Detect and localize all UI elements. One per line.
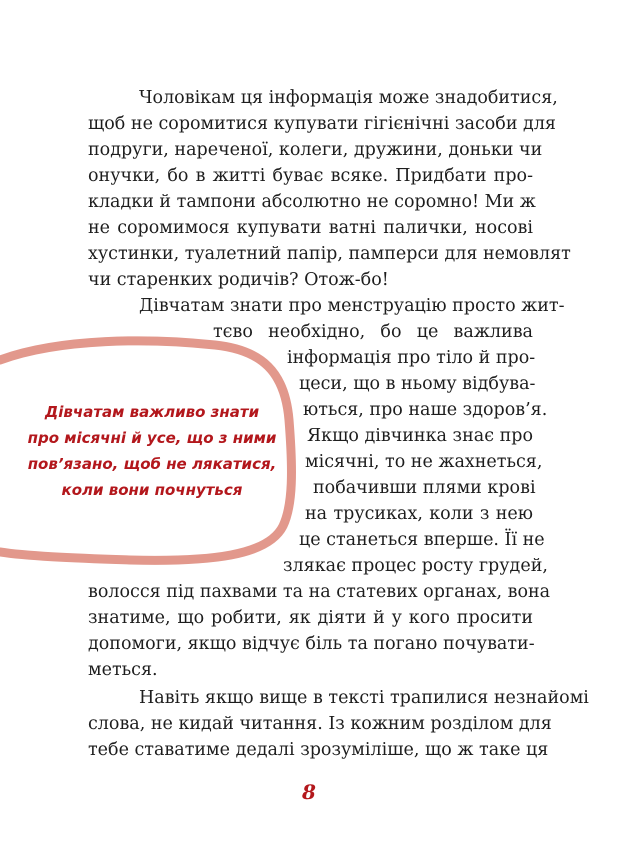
text-line: тебе ставатиме дедалі зрозуміліше, що ж таке ця	[88, 740, 549, 760]
text-line: кладки й тампони абсолютно не соромно! Ми ж	[88, 192, 536, 212]
callout-line: пов’язано, щоб не лякатися,	[27, 455, 277, 473]
text-line: знатиме, що робити, як діяти й у кого просити	[88, 608, 533, 628]
text-line: Чоловікам ця інформація може знадобитися,	[139, 88, 558, 108]
text-line: Дівчатам знати про менструацію просто жит-	[139, 296, 565, 316]
text-line: онучки, бо в житті буває всяке. Придбати про-	[88, 166, 533, 186]
text-line: допомоги, якщо відчує біль та погано почувати-	[88, 634, 535, 654]
text-line: інформація про тіло й про-	[287, 348, 536, 368]
text-line: цеси, що в ньому відбува-	[299, 374, 536, 394]
text-line: Навіть якщо вище в тексті трапилися незнайомі	[139, 688, 589, 708]
text-line: Якщо дівчинка знає про	[307, 426, 533, 446]
text-line: ються, про наше здоров’я.	[303, 400, 548, 420]
text-line: слова, не кидай читання. Із кожним розділом для	[88, 714, 552, 734]
text-line: щоб не соромитися купувати гігієнічні засоби для	[88, 114, 556, 134]
text-line: волосся під пахвами та на статевих органах, вона	[88, 582, 551, 602]
text-line: подруги, нареченої, колеги, дружини, доньки чи	[88, 140, 543, 160]
callout-line: коли вони почнуться	[61, 481, 243, 499]
text-line: меться.	[88, 660, 158, 680]
text-line: це станеться вперше. Її не	[299, 530, 545, 550]
callout-line: Дівчатам важливо знати	[44, 403, 260, 421]
text-line: на трусиках, коли з нею	[305, 504, 533, 524]
text-line: злякає процес росту грудей,	[283, 556, 548, 576]
text-line: тєво необхідно, бо це важлива	[213, 322, 533, 342]
text-line: місячні, то не жахнеться,	[305, 452, 543, 472]
callout-line: про місячні й усе, що з ними	[27, 429, 277, 447]
text-line: чи старенких родичів? Отож-бо!	[88, 270, 389, 290]
text-line: побачивши плями крові	[313, 478, 536, 498]
page-number: 8	[302, 780, 316, 804]
text-line: хустинки, туалетний папір, памперси для немовлят	[88, 244, 571, 264]
text-line: не соромимося купувати ватні палички, носові	[88, 218, 533, 238]
